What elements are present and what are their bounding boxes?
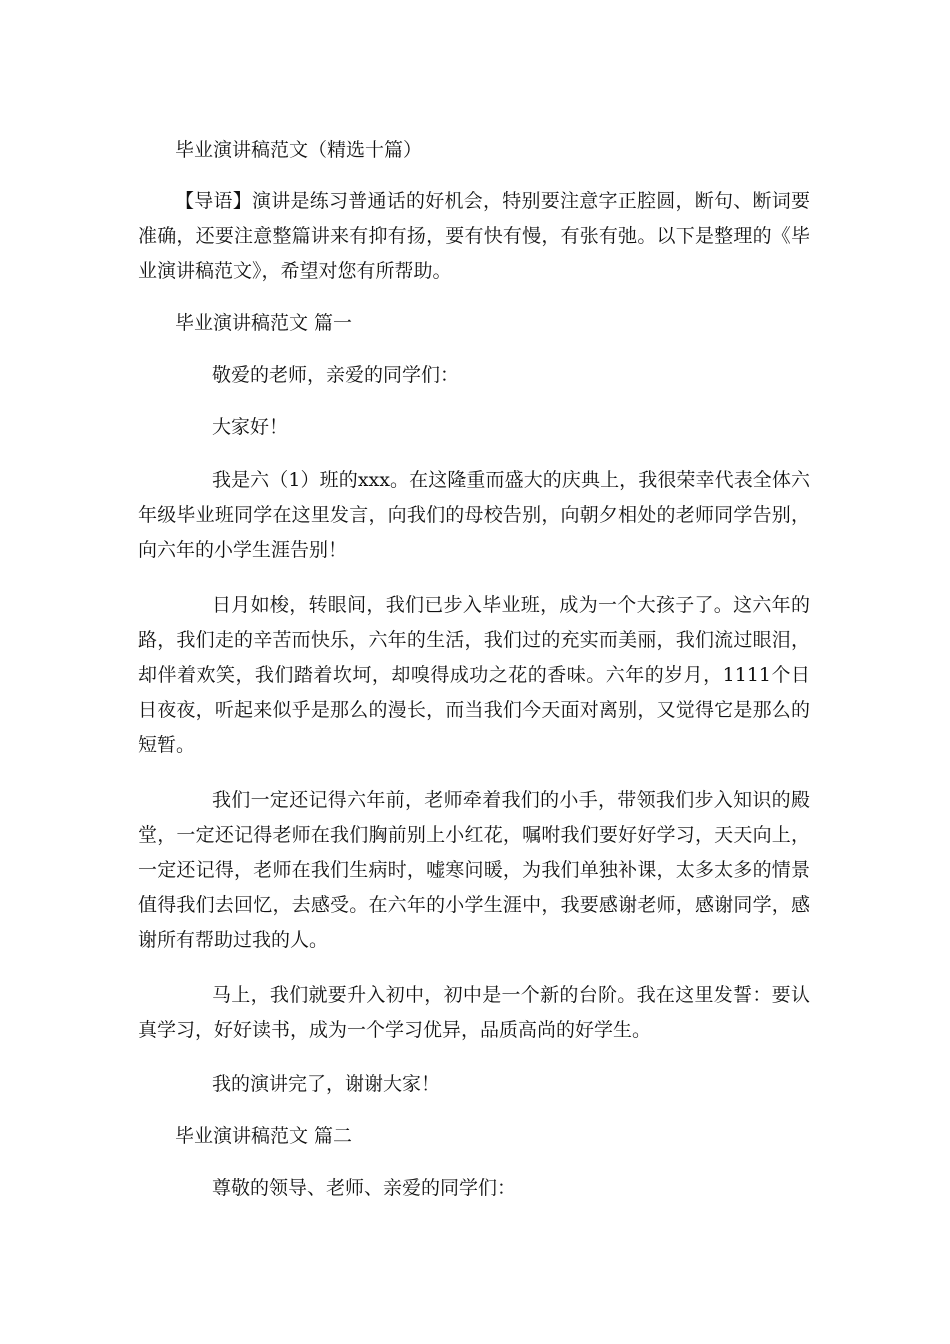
body-paragraph: 我们一定还记得六年前，老师牵着我们的小手，带领我们步入知识的殿堂，一定还记得老师在我们胸前别上小红花，嘱咐我们要好好学习，天天向上，一定还记得，老师在我们生病时，嘘寒问暖，为我们单独补课，太多太多的情景值得我们去回忆，去感受。在六年的小学生涯中，我要感谢老师，感谢同学，感谢所有帮助过我的人。 <box>138 789 810 951</box>
document-page <box>138 134 810 1204</box>
closing-line: 我的演讲完了，谢谢大家！ <box>212 1073 441 1095</box>
document-title: 毕业演讲稿范文（精选十篇） <box>175 139 423 161</box>
section-heading-2: 毕业演讲稿范文 篇二 <box>175 1125 353 1147</box>
intro-paragraph: 【导语】演讲是练习普通话的好机会，特别要注意字正腔圆，断句、断词要准确，还要注意整篇讲来有抑有扬，要有快有慢，有张有弛。以下是整理的《毕业演讲稿范文》，希望对您有所帮助。 <box>138 190 810 282</box>
greeting-1: 大家好！ <box>212 416 289 438</box>
salutation-2: 尊敬的领导、老师、亲爱的同学们： <box>212 1177 517 1199</box>
section-heading-1: 毕业演讲稿范文 篇一 <box>175 312 353 334</box>
body-paragraph: 马上，我们就要升入初中，初中是一个新的台阶。我在这里发誓：要认真学习，好好读书，成为一个学习优异，品质高尚的好学生。 <box>138 984 810 1041</box>
salutation-1: 敬爱的老师，亲爱的同学们： <box>212 364 460 386</box>
body-paragraph: 我是六（1）班的xxx。在这隆重而盛大的庆典上，我很荣幸代表全体六年级毕业班同学在这里发言，向我们的母校告别，向朝夕相处的老师同学告别，向六年的小学生涯告别！ <box>138 469 810 561</box>
body-paragraph: 日月如梭，转眼间，我们已步入毕业班，成为一个大孩子了。这六年的路，我们走的辛苦而快乐，六年的生活，我们过的充实而美丽，我们流过眼泪，却伴着欢笑，我们踏着坎坷，却嗅得成功之花的香味。六年的岁月，1111个日日夜夜，听起来似乎是那么的漫长，而当我们今天面对离别，又觉得它是那么的短暂。 <box>138 594 810 756</box>
